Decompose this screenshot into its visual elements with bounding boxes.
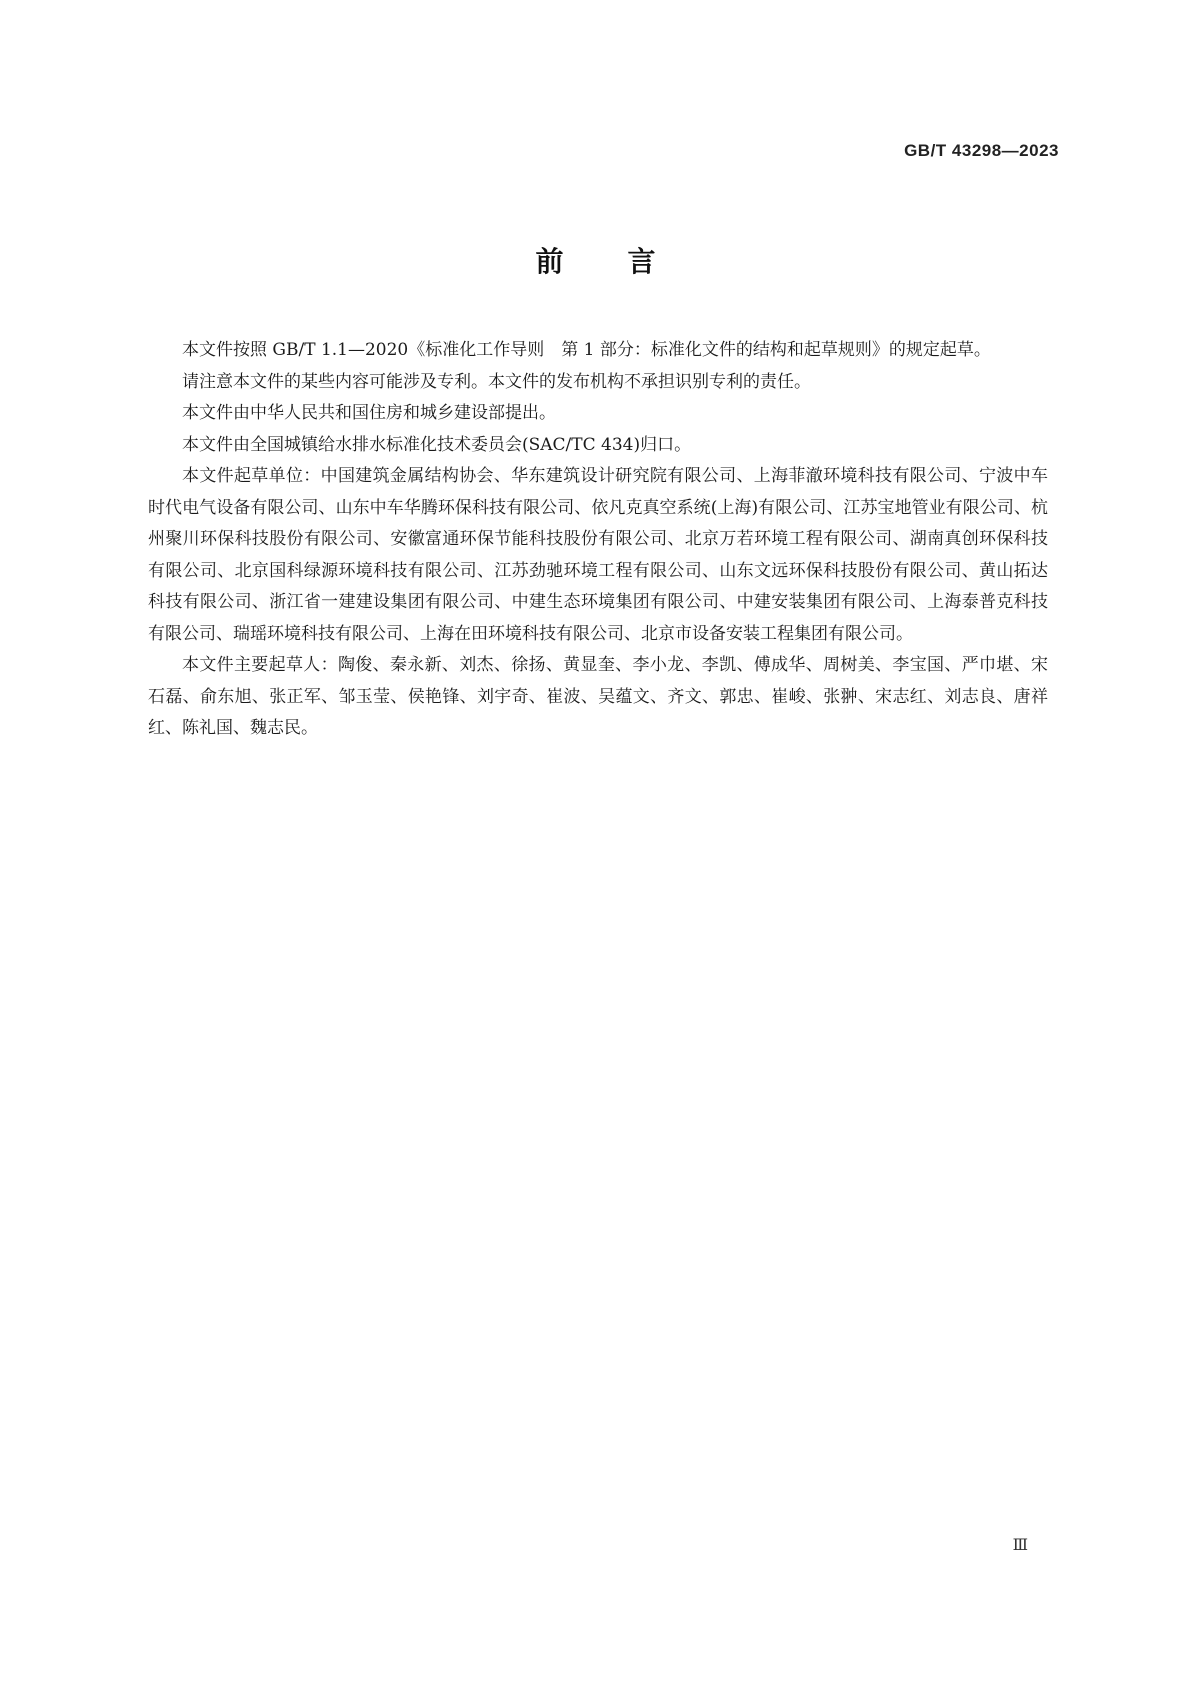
paragraph-drafters: 本文件主要起草人：陶俊、秦永新、刘杰、徐扬、黄显奎、李小龙、李凯、傅成华、周树美、李宝国、严巾堪、宋石磊、俞东旭、张正军、邹玉莹、侯艳锋、刘宇奇、崔波、吴蕴文、齐文、郭忠、崔峻、张翀、宋志红、刘志良、唐祥红、陈礼国、魏志民。	[148, 655, 1048, 738]
page-number: Ⅲ	[1012, 1535, 1028, 1554]
page-title: 前言	[535, 245, 720, 278]
paragraph-patent-notice: 请注意本文件的某些内容可能涉及专利。本文件的发布机构不承担识别专利的责任。	[182, 371, 811, 392]
paragraph-committee: 本文件由全国城镇给水排水标准化技术委员会(SAC/TC 434)归口。	[182, 434, 692, 455]
paragraph-drafting-units: 本文件起草单位：中国建筑金属结构协会、华东建筑设计研究院有限公司、上海菲澈环境科技有限公司、宁波中车时代电气设备有限公司、山东中车华腾环保科技有限公司、依凡克真空系统(上海)有限公司、江苏宝地管业有限公司、杭州聚川环保科技股份有限公司、安徽富通环保节能科技股份有限公司、北京万若环境工程有限公司、湖南真创环保科技有限公司、北京国科绿源环境科技有限公司、江苏劲驰环境工程有限公司、山东文远环保科技股份有限公司、黄山拓达科技有限公司、浙江省一建建设集团有限公司、中建生态环境集团有限公司、中建安装集团有限公司、上海泰普克科技有限公司、瑞瑶环境科技有限公司、上海在田环境科技有限公司、北京市设备安装工程集团有限公司。	[148, 466, 1048, 644]
paragraph-drafting-rules: 本文件按照 GB/T 1.1—2020《标准化工作导则 第 1 部分：标准化文件的结构和起草规则》的规定起草。	[182, 340, 991, 360]
document-code: GB/T 43298—2023	[904, 141, 1059, 160]
paragraph-proposer: 本文件由中华人民共和国住房和城乡建设部提出。	[182, 403, 556, 423]
foreword-body	[148, 335, 1048, 745]
